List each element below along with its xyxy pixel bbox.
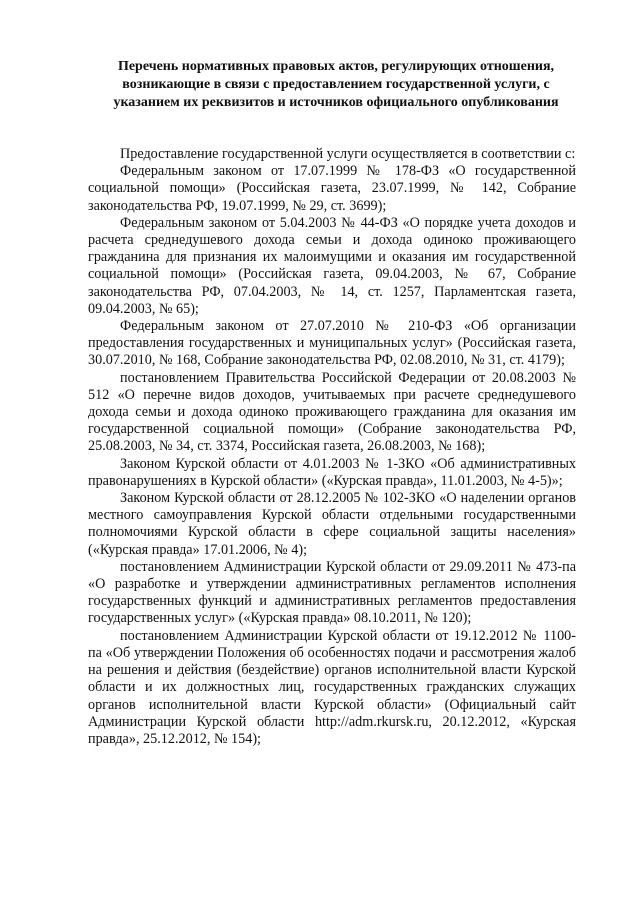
- kursk-resolution-473-pa: постановлением Администрации Курской области от 29.09.2011 № 473-па «О разработке и утверждении административных регламентов исполнения государственных функций и административных регламентов предоставления государственных услуг» («Курская правда» 08.10.2011, № 120);: [88, 558, 576, 627]
- kursk-law-1-zko: Законом Курской области от 4.01.2003 № 1-ЗКО «Об административных правонарушениях в Курской области» («Курская правда», 11.01.2003, № 4-5)»;: [88, 455, 576, 489]
- law-item-178-fz: Федеральным законом от 17.07.1999 № 178-ФЗ «О государственной социальной помощи» (Российская газета, 23.07.1999, № 142, Собрание законодательства РФ, 19.07.1999, № 29, ст. 3699);: [88, 163, 576, 214]
- kursk-law-102-zko: Законом Курской области от 28.12.2005 № 102-ЗКО «О наделении органов местного самоуправления Курской области отдельными государственными полномочиями Курской области в сфере социальной защиты населения» («Курская правда» 17.01.2006, № 4);: [88, 490, 576, 558]
- government-resolution-512: постановлением Правительства Российской Федерации от 20.08.2003 № 512 «О перечне видов доходов, учитываемых при расчете среднедушевого дохода семьи и дохода одиноко проживающего гражданина для оказания им государственной социальной помощи» (Собрание законодательства РФ, 25.08.2003, № 34, ст. 3374, Российская газета, 26.08.2003, № 168);: [88, 369, 576, 455]
- document-title: Перечень нормативных правовых актов, регулирующих отношения, возникающие в связи с предоставлением государственной услуги, с указанием их реквизитов и источников официального опубликования: [113, 59, 559, 110]
- intro-paragraph: Предоставление государственной услуги осуществляется в соответствии с:: [120, 146, 576, 162]
- law-item-44-fz: Федеральным законом от 5.04.2003 № 44-ФЗ «О порядке учета доходов и расчета среднедушевого дохода семьи и дохода одиноко проживающего гражданина для признания их малоимущими и оказания им государственной социальной помощи» (Российская газета, 09.04.2003, № 67, Собрание законодательства РФ, 07.04.2003, № 14, ст. 1257, Парламентская газета, 09.04.2003, № 65);: [88, 214, 576, 317]
- kursk-resolution-1100-pa: постановлением Администрации Курской области от 19.12.2012 № 1100-па «Об утверждении Положения об особенностях подачи и рассмотрения жалоб на решения и действия (бездействие) органов исполнительной власти Курской области и их должностных лиц, государственных гражданских служащих органов исполнительной власти Курской области» (Официальный сайт Администрации Курской области http://adm.rkursk.ru, 20.12.2012, «Курская правда», 25.12.2012, № 154);: [88, 627, 576, 747]
- law-item-210-fz: Федеральным законом от 27.07.2010 № 210-ФЗ «Об организации предоставления государственных и муниципальных услуг» (Российская газета, 30.07.2010, № 168, Собрание законодательства РФ, 02.08.2010, № 31, ст. 4179);: [88, 318, 576, 369]
- document-body: [88, 146, 576, 748]
